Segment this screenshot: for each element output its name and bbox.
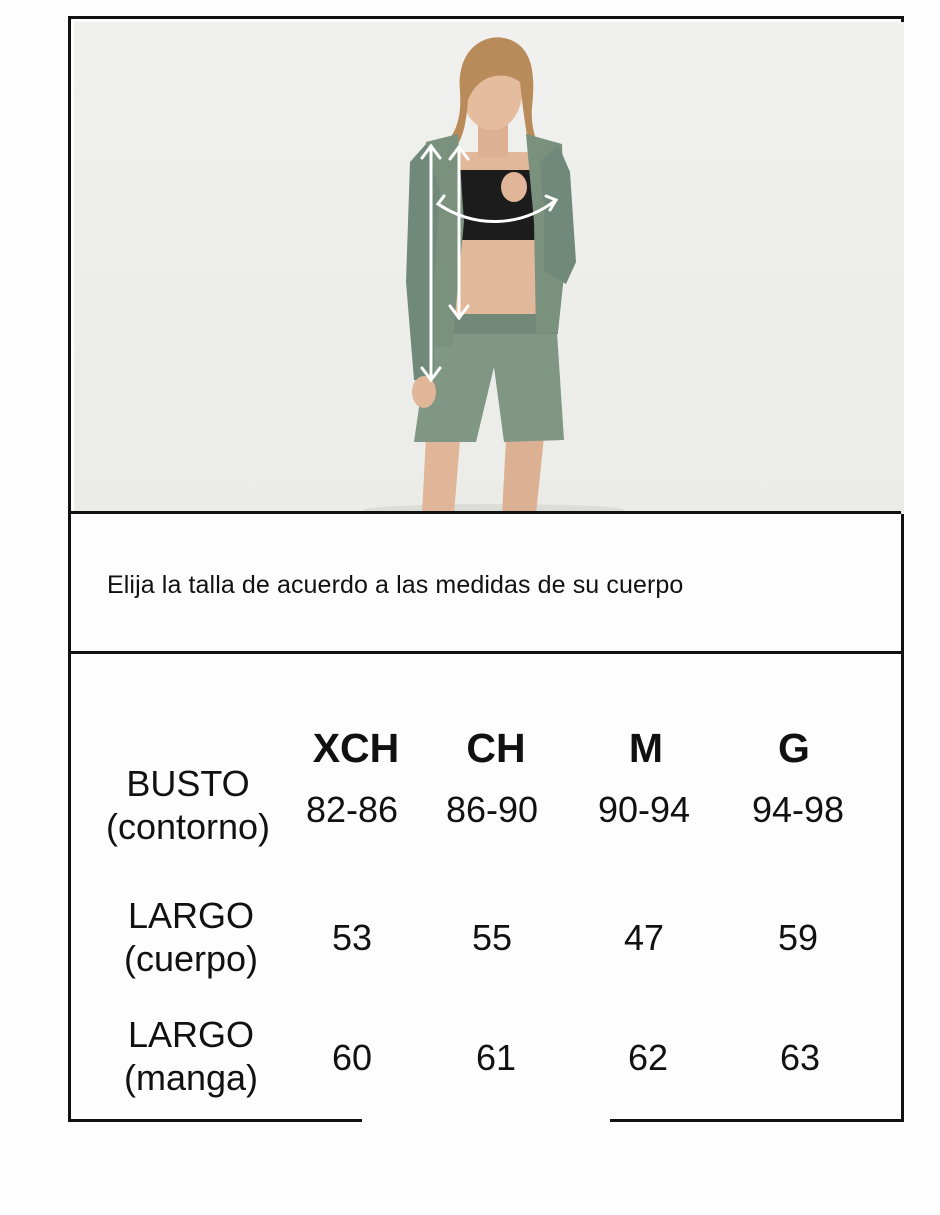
cell-busto-m: 90-94: [597, 789, 691, 830]
cell-busto-ch: 86-90: [445, 789, 539, 830]
size-header-g: G: [778, 725, 810, 771]
right-hand: [501, 172, 527, 202]
row-label-sub: (manga): [123, 1057, 259, 1098]
row-label-sub: (cuerpo): [123, 938, 259, 979]
row-label-largo-cuerpo: [81, 894, 301, 980]
cell-manga-xch: 60: [331, 1037, 373, 1078]
model-illustration: [74, 22, 904, 514]
right-leg: [502, 437, 544, 514]
row-label-busto: [78, 762, 298, 848]
row-label-main: BUSTO: [126, 763, 250, 804]
cell-busto-xch: 82-86: [305, 789, 399, 830]
cell-manga-ch: 61: [475, 1037, 517, 1078]
divider-instruction: [71, 651, 901, 654]
cell-cuerpo-xch: 53: [331, 917, 373, 958]
size-header-m: M: [628, 725, 664, 771]
sports-bra: [452, 170, 542, 240]
bottom-border-left: [68, 1119, 362, 1122]
cell-cuerpo-g: 59: [777, 917, 819, 958]
row-label-main: LARGO: [127, 895, 255, 936]
instruction-text: Elija la talla de acuerdo a las medidas de su cuerpo: [107, 571, 684, 599]
cell-cuerpo-ch: 55: [471, 917, 513, 958]
right-sleeve: [540, 144, 576, 284]
left-hand: [412, 376, 436, 408]
left-leg: [422, 437, 460, 514]
row-label-sub: (contorno): [105, 806, 271, 847]
row-label-largo-manga: [81, 1013, 301, 1099]
bottom-border-right: [610, 1119, 904, 1122]
cell-manga-g: 63: [779, 1037, 821, 1078]
row-label-main: LARGO: [127, 1014, 255, 1055]
divider-photo: [71, 511, 901, 514]
cell-manga-m: 62: [627, 1037, 669, 1078]
size-header-xch: XCH: [312, 725, 400, 771]
size-guide-frame: [68, 16, 904, 1122]
model-photo: [74, 22, 904, 514]
cell-cuerpo-m: 47: [623, 917, 665, 958]
size-header-ch: CH: [466, 725, 526, 771]
cell-busto-g: 94-98: [751, 789, 845, 830]
